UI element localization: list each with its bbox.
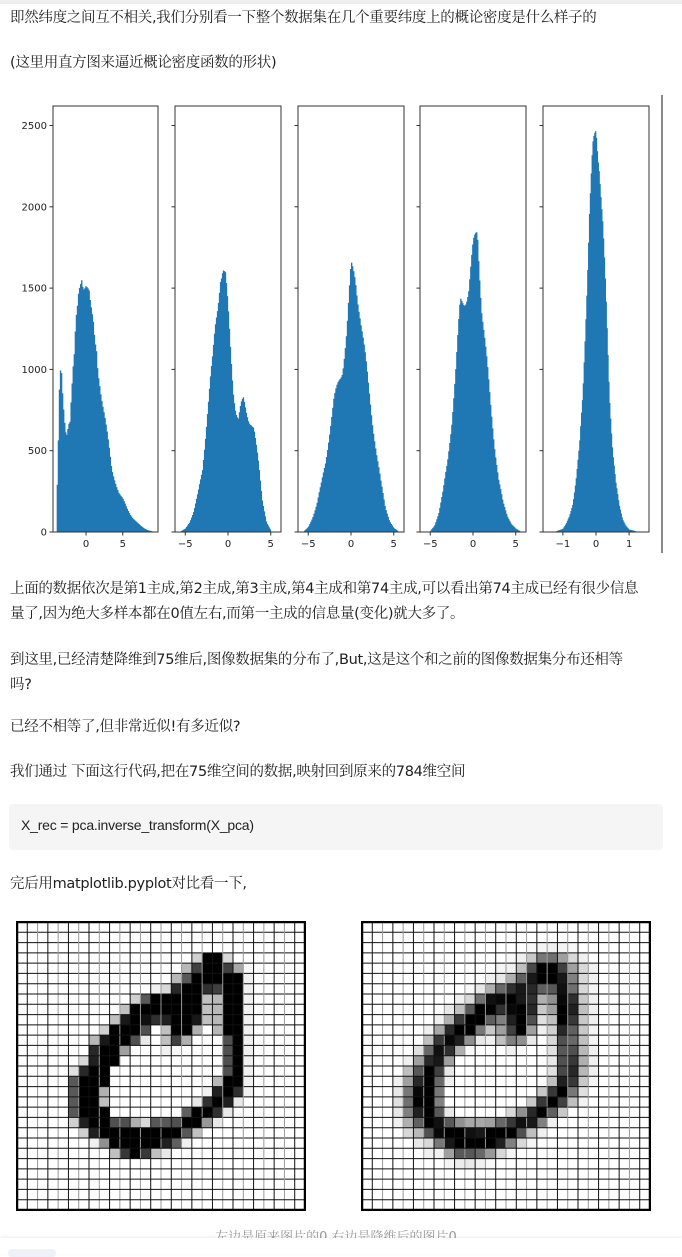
svg-text:−5: −5 (177, 539, 193, 550)
paragraph-components-line1: 上面的数据依次是第1主成,第2主成,第3主成,第4主成和第74主成,可以看出第74主成已经有很少信息 (10, 581, 639, 597)
figure-scrollbar[interactable] (661, 95, 663, 553)
svg-text:0: 0 (82, 539, 90, 550)
histogram-panel (417, 106, 527, 550)
original-digit-image (16, 921, 306, 1211)
top-border (0, 0, 682, 4)
histogram-figure (0, 92, 682, 562)
paragraph-code-intro: 我们通过 下面这行代码,把在75维空间的数据,映射回到原来的784维空间 (10, 764, 466, 780)
svg-text:−1: −1 (555, 539, 571, 550)
histogram-panel (540, 106, 650, 550)
svg-text:5: 5 (390, 539, 397, 550)
paragraph-answer: 已经不相等了,但非常近似!有多近似? (10, 719, 241, 735)
svg-text:0: 0 (347, 539, 355, 550)
svg-text:500: 500 (27, 446, 47, 458)
histogram-panel (295, 106, 405, 550)
svg-text:0: 0 (40, 527, 47, 539)
paragraph-compare: 完后用matplotlib.pyplot对比看一下, (10, 876, 247, 892)
svg-text:0: 0 (224, 539, 232, 550)
svg-text:−5: −5 (300, 539, 316, 550)
paragraph-components-line2: 量了,因为绝大多样本都在0值左右,而第一主成的信息量(变化)就大多了。 (10, 606, 465, 622)
paragraph-question-line2: 吗? (10, 677, 32, 693)
svg-text:1500: 1500 (21, 283, 47, 295)
reconstructed-digit-image (361, 921, 651, 1211)
bottom-toolbar (0, 1238, 682, 1254)
svg-text:1000: 1000 (21, 364, 47, 376)
svg-text:5: 5 (512, 539, 519, 550)
histogram-chart (0, 92, 682, 562)
svg-text:1: 1 (625, 539, 633, 550)
svg-text:−5: −5 (422, 539, 438, 550)
svg-text:0: 0 (592, 539, 600, 550)
svg-text:5: 5 (267, 539, 274, 550)
histogram-panel (22, 106, 158, 550)
paragraph-intro: 即然纬度之间互不相关,我们分别看一下整个数据集在几个重要纬度上的概论密度是什么样子的 (10, 10, 597, 26)
histogram-panel (172, 106, 282, 550)
code-line: X_rec = pca.inverse_transform(X_pca) (21, 817, 254, 833)
svg-text:2500: 2500 (21, 121, 47, 133)
svg-text:5: 5 (119, 539, 126, 550)
toolbar-button[interactable] (8, 1249, 56, 1257)
paragraph-question-line1: 到这里,已经清楚降维到75维后,图像数据集的分布了,But,这是这个和之前的图像数据集分布还相等 (10, 652, 623, 668)
svg-text:2000: 2000 (21, 202, 47, 214)
paragraph-histogram-note: (这里用直方图来逼近概论密度函数的形状) (10, 55, 277, 71)
svg-text:0: 0 (469, 539, 477, 550)
code-block (9, 804, 663, 850)
